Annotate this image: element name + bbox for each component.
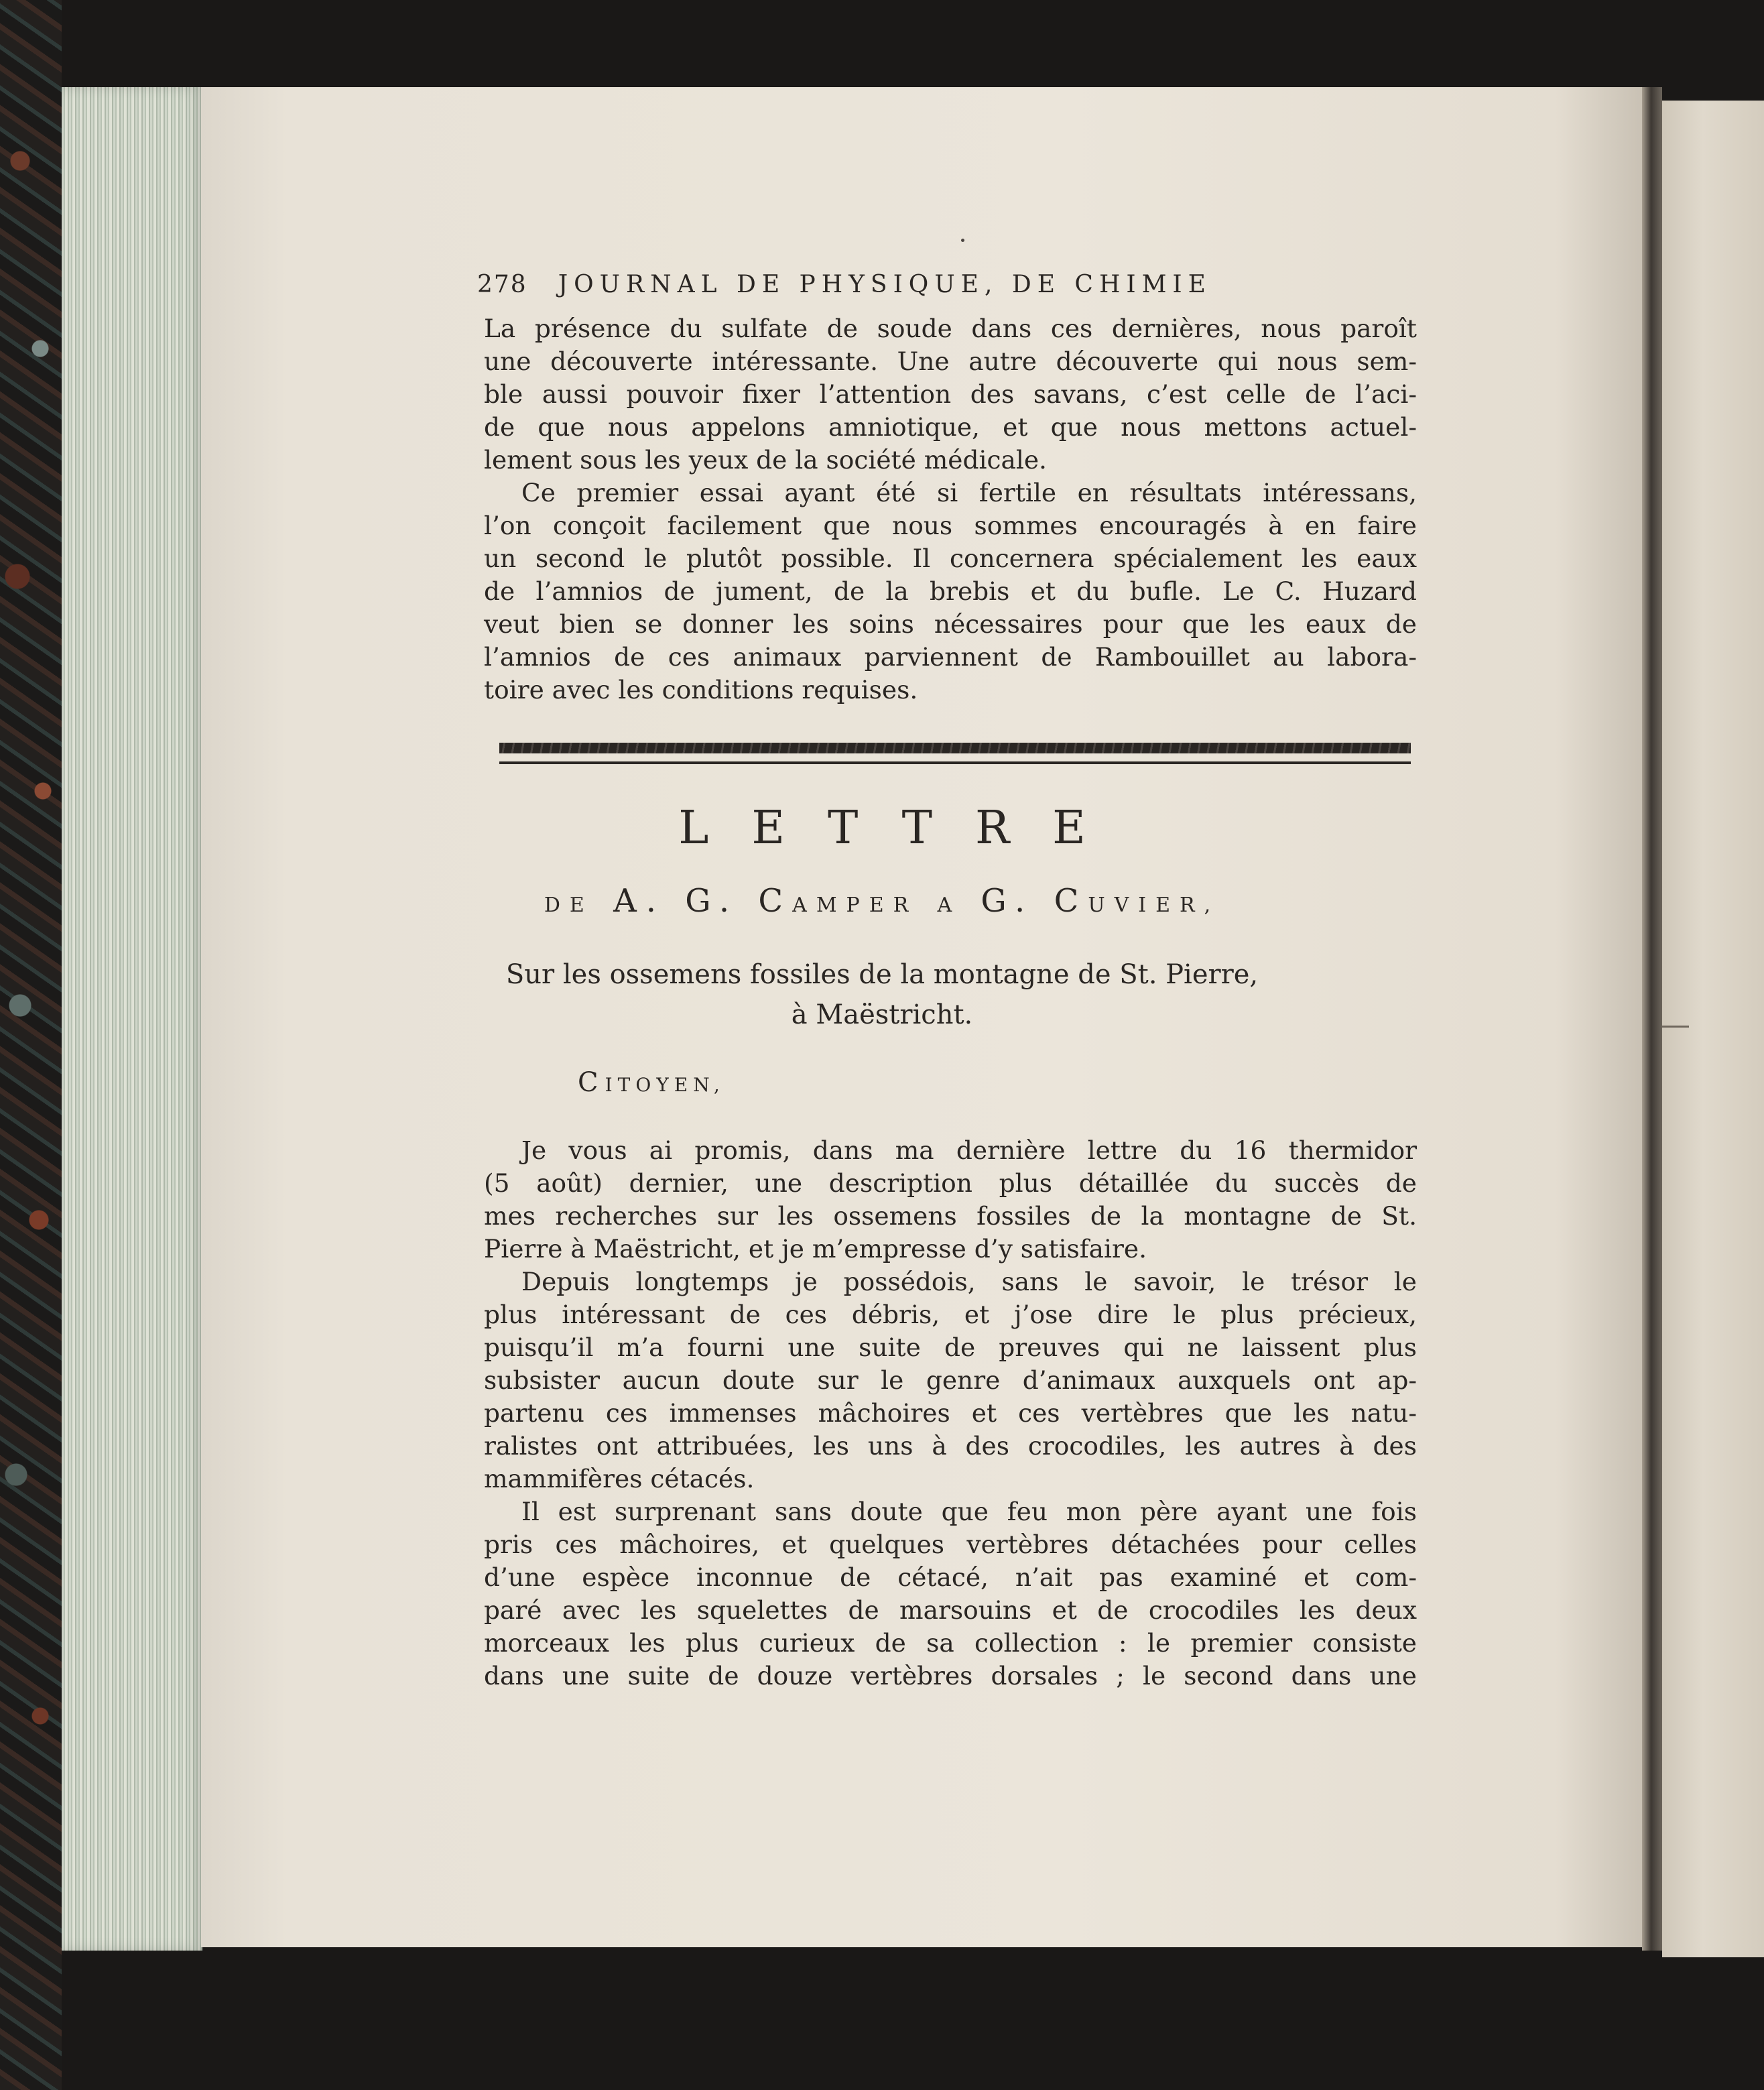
subtitle-cuvier-initial: C xyxy=(1054,882,1088,920)
text-line: une découverte intéressante. Une autre découverte qui nous sem- xyxy=(484,347,1417,376)
salutation-initial: C xyxy=(578,1067,605,1098)
text-line: pris ces mâchoires, et quelques vertèbres détachées pour celles xyxy=(484,1530,1417,1559)
letter-topic xyxy=(0,955,1764,1035)
text-line: Ce premier essai ayant été si fertile en résultats intéressans, xyxy=(521,478,1417,507)
text-line: Depuis longtemps je possédois, sans le savoir, le trésor le xyxy=(521,1267,1417,1296)
intro-paragraph-2 xyxy=(484,477,1417,706)
text-line: paré avec les squelettes de marsouins et de crocodiles les deux xyxy=(484,1595,1417,1625)
body-paragraph-1 xyxy=(484,1134,1417,1266)
text-line: de l’amnios de jument, de la brebis et du bufle. Le C. Huzard xyxy=(484,576,1417,606)
text-line: dans une suite de douze vertèbres dorsales ; le second dans une xyxy=(484,1661,1417,1691)
subtitle-a: A xyxy=(937,894,962,917)
text-line: puisqu’il m’a fourni une suite de preuves qui ne laissent plus xyxy=(484,1333,1417,1362)
text-line: de que nous appelons amniotique, et que nous mettons actuel- xyxy=(484,412,1417,442)
text-line: lement sous les yeux de la société médicale. xyxy=(484,445,1047,475)
text-line: mammifères cétacés. xyxy=(484,1464,755,1493)
text-line: l’amnios de ces animaux parviennent de Rambouillet au labora- xyxy=(484,642,1417,672)
topic-line-1: Sur les ossemens fossiles de la montagne de St. Pierre, xyxy=(505,959,1259,990)
text-line: subsister aucun doute sur le genre d’animaux auxquels ont ap- xyxy=(484,1365,1417,1395)
marbled-cover xyxy=(0,0,62,2090)
text-line: un second le plutôt possible. Il concernera spécialement les eaux xyxy=(484,544,1417,573)
text-line: l’on conçoit facilement que nous sommes encouragés à en faire xyxy=(484,511,1417,540)
letter-subtitle xyxy=(0,882,1764,920)
ink-speck xyxy=(961,239,964,242)
text-line: Je vous ai promis, dans ma dernière lettre du 16 thermidor xyxy=(521,1135,1417,1165)
body-paragraph-2 xyxy=(484,1266,1417,1495)
text-line: ralistes ont attribuées, les uns à des crocodiles, les autres à des xyxy=(484,1431,1417,1461)
text-line: La présence du sulfate de soude dans ces dernières, nous paroît xyxy=(484,314,1417,343)
text-line: ble aussi pouvoir fixer l’attention des savans, c’est celle de l’aci- xyxy=(484,379,1417,409)
subtitle-de: DE xyxy=(544,894,594,917)
text-line: toire avec les conditions requises. xyxy=(484,675,918,704)
intro-paragraph-1 xyxy=(484,312,1417,477)
letter-title: LETTRE xyxy=(678,802,1129,855)
page-number: 278 xyxy=(477,271,527,298)
text-line: Il est surprenant sans doute que feu mon père ayant une fois xyxy=(521,1497,1417,1526)
section-rule-thick xyxy=(499,743,1411,753)
body-paragraph-3 xyxy=(484,1495,1417,1693)
text-line: Pierre à Maëstricht, et je m’empresse d’y satisfaire. xyxy=(484,1234,1147,1264)
text-line: d’une espèce inconnue de cétacé, n’ait pas examiné et com- xyxy=(484,1562,1417,1592)
text-line: mes recherches sur les ossemens fossiles de la montagne de St. xyxy=(484,1201,1417,1231)
text-line: plus intéressant de ces débris, et j’ose dire le plus précieux, xyxy=(484,1300,1417,1329)
topic-line-2: à Maëstricht. xyxy=(791,999,973,1030)
text-line: (5 août) dernier, une description plus détaillée du succès de xyxy=(484,1168,1417,1198)
subtitle-camper-initial: C xyxy=(758,882,793,920)
subtitle-a1: A. xyxy=(613,882,666,920)
section-rule-thin xyxy=(499,761,1411,764)
text-line: veut bien se donner les soins nécessaires pour que les eaux de xyxy=(484,609,1417,639)
subtitle-g1: G. xyxy=(685,882,739,920)
subtitle-camper-rest: AMPER xyxy=(792,894,918,917)
salutation xyxy=(578,1067,725,1098)
salutation-rest: ITOYEN, xyxy=(605,1074,725,1096)
running-title: JOURNAL DE PHYSIQUE, DE CHIMIE xyxy=(558,271,1212,298)
subtitle-cuvier-rest: UVIER, xyxy=(1088,894,1220,917)
text-line: morceaux les plus curieux de sa collection : le premier consiste xyxy=(484,1628,1417,1658)
subtitle-g2: G. xyxy=(981,882,1035,920)
text-line: partenu ces immenses mâchoires et ces vertèbres que les natu- xyxy=(484,1398,1417,1428)
running-header xyxy=(477,271,1295,298)
